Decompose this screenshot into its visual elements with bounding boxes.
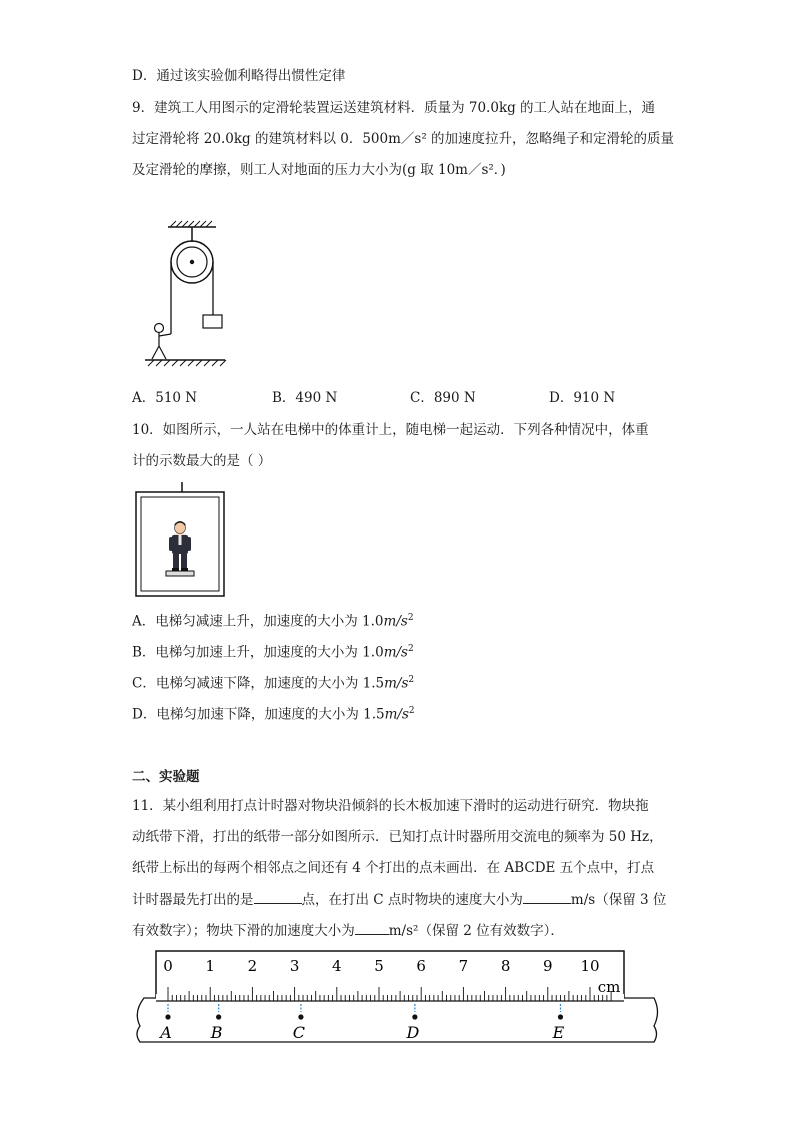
- ruler-unit-label: cm: [597, 978, 621, 996]
- ruler-tape-diagram: [134, 950, 668, 1050]
- answer-blank-first-point[interactable]: [254, 889, 302, 904]
- pulley-diagram: [140, 220, 240, 380]
- q9-text-line3: 及定滑轮的摩擦，则工人对地面的压力大小为(g 取 10m／s²．): [132, 162, 506, 178]
- q9-text-line2: 过定滑轮将 20.0kg 的建筑材料以 0．500m／s² 的加速度拉升，忽略绳子和定滑轮的质量: [132, 131, 675, 147]
- scale-platform: [166, 571, 194, 576]
- q10-text-line1: 10．如图所示，一人站在电梯中的体重计上，随电梯一起运动．下列各种情况中，体重: [132, 422, 649, 438]
- elevator-diagram: [134, 482, 230, 598]
- q11-text-line1: 11．某小组利用打点计时器对物块沿倾斜的长木板加速下滑时的运动进行研究．物块拖: [132, 798, 649, 814]
- ruler-number-5: 5: [374, 957, 384, 975]
- ruler-number-2: 2: [247, 957, 258, 975]
- ruler-number-10: 10: [580, 957, 600, 975]
- building-material-box: [203, 315, 222, 328]
- q9-option-c: C．890 N: [410, 390, 476, 406]
- q11-text-line2: 动纸带下滑，打出的纸带一部分如图所示．已知打点计时器所用交流电的频率为 50 Hz，: [132, 829, 663, 845]
- tape-label-C: C: [292, 1023, 306, 1042]
- tape-point-A: [165, 1014, 170, 1019]
- q10-text-line2: 计的示数最大的是（ ）: [132, 453, 272, 469]
- ruler-body: [156, 951, 624, 1001]
- q9-option-d: D．910 N: [549, 390, 616, 406]
- q9-option-b: B．490 N: [272, 390, 338, 406]
- ruler-number-7: 7: [458, 957, 469, 975]
- q10-option-c: C．电梯匀减速下降，加速度的大小为 $1.5m/s^2$: [132, 675, 415, 692]
- ruler-number-3: 3: [289, 957, 300, 975]
- q11-text-line3: 纸带上标出的每两个相邻点之间还有 4 个打出的点未画出．在 ABCDE 五个点中，打点: [132, 860, 655, 876]
- q9-text-line1: 9．建筑工人用图示的定滑轮装置运送建筑材料．质量为 70.0kg 的工人站在地面上，通: [132, 100, 656, 116]
- tape-point-C: [298, 1014, 303, 1019]
- q9-option-a: A．510 N: [132, 390, 198, 406]
- tape-point-B: [216, 1014, 221, 1019]
- ruler-number-6: 6: [416, 957, 426, 975]
- ruler-number-0: 0: [163, 957, 173, 975]
- tape-label-A: A: [160, 1023, 172, 1042]
- q10-option-a: A．电梯匀减速上升，加速度的大小为 $1.0m/s^2$: [132, 613, 414, 630]
- q10-option-d: D．电梯匀加速下降，加速度的大小为 $1.5m/s^2$: [132, 706, 415, 723]
- tape-point-E: [558, 1014, 563, 1019]
- ruler-number-9: 9: [543, 957, 553, 975]
- tape-point-D: [412, 1014, 417, 1019]
- q10-option-b: B．电梯匀加速上升，加速度的大小为 $1.0m/s^2$: [132, 644, 414, 661]
- section-title: 二、实验题: [132, 769, 200, 785]
- tape-label-B: B: [210, 1023, 223, 1042]
- answer-blank-velocity[interactable]: [523, 889, 571, 904]
- q11-text-line4: 计时器最先打出的是 点，在打出 C 点时物块的速度大小为 m/s（保留 3 位: [132, 889, 666, 910]
- answer-blank-acceleration[interactable]: [355, 920, 389, 935]
- ruler-number-8: 8: [500, 957, 511, 975]
- q11-text-line5: 有效数字）；物块下滑的加速度大小为 m/s²（保留 2 位有效数字）．: [132, 920, 564, 941]
- previous-option-d: D．通过该实验伽利略得出惯性定律: [132, 68, 346, 84]
- tape-label-D: D: [406, 1023, 420, 1042]
- tape-label-E: E: [552, 1023, 565, 1042]
- ruler-number-4: 4: [332, 957, 342, 975]
- worker-figure: [152, 324, 171, 360]
- ruler-number-1: 1: [205, 957, 215, 975]
